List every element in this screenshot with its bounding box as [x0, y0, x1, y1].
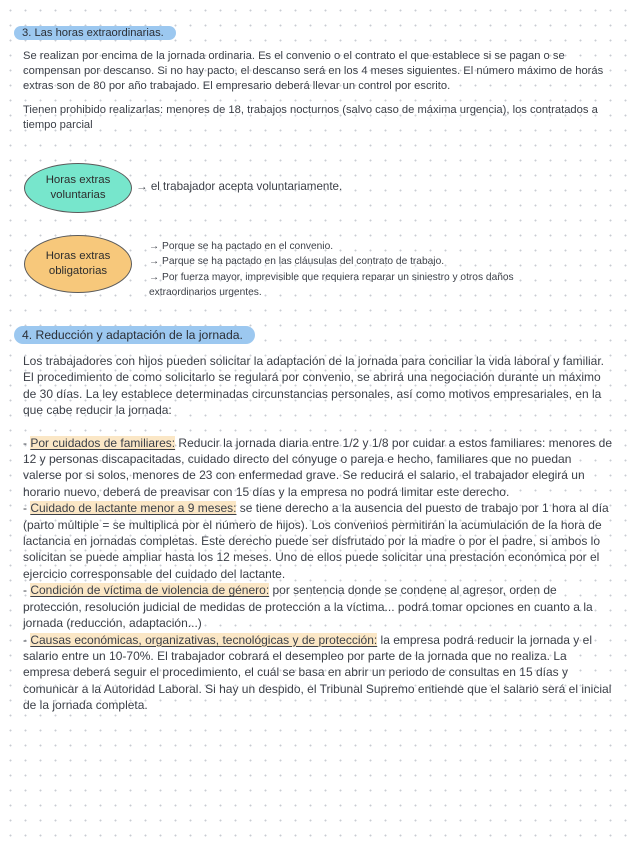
item-text: se tiene derecho a la ausencia del puesto de trabajo por 1 hora al día (parto múltiple = se multiplica por el número de hijos). Los convenios permitirán la acumulación de la hora de lactancia en jornadas completas. Este derecho puede ser disfrutado por la madre o por el padre, si ambos lo solicitan se puede ampliar hasta los 12 meses. Uno de ellos puede solicitar una prestación económica por el ejercicio corresponsable del cuidado del lactante.	[23, 501, 609, 581]
mandatory-overtime-reasons	[149, 239, 589, 301]
reduction-intro: Los trabajadores con hijos pueden solicitar la adaptación de la jornada para conciliar la vida laboral y familiar. El procedimiento de como solicitarlo se regulará por convenio, se abrirá una negociación durante un máximo de 30 días. La ley establece determinadas circunstancias personales, así como motivos empresariales, en la que cabe reducir la jornada:	[23, 354, 605, 418]
item-title: Cuidado de lactante menor a 9 meses:	[30, 501, 237, 516]
item-text: Reducir la jornada diaria entre 1/2 y 1/8 por cuidar a estos familiares: menores de 12 y personas discapacitadas, cuidado directo del cónyuge o pareja e hecho, familiares que no puedan valerse por si solos, menores de 23 con enfermedad grave. Se reducirá el salario, el trabajador elegirá un horario nuevo, deberá de preavisar con 15 días y la empresa no podrá limitar este derecho.	[23, 435, 612, 499]
reduction-item-lactation	[23, 500, 613, 582]
reason-item: → Por fuerza mayor, imprevisible que requiera reparar un siniestro y otros daños	[149, 271, 514, 283]
voluntary-overtime-note: → el trabajador acepta voluntariamente.	[136, 180, 343, 193]
reason-item: → Parque se ha pactado en las cláusulas del contrato de trabajo.	[149, 256, 445, 268]
item-title: Causas económicas, organizativas, tecnológicas y de protección:	[30, 632, 378, 647]
reason-item: → Porque se ha pactado en el convenio.	[149, 241, 334, 252]
voluntary-label-line1: Horas extras	[45, 174, 111, 186]
voluntary-label-line2: voluntarias	[50, 189, 106, 201]
section-4-body	[23, 353, 613, 714]
reduction-item-family-care	[23, 435, 613, 501]
reduction-item-gender-violence	[23, 582, 613, 631]
item-title: Condición de víctima de violencia de género:	[30, 583, 270, 598]
mandatory-overtime-bubble	[24, 235, 132, 293]
reduction-item-business-causes	[23, 632, 613, 714]
item-text: por sentencia donde se condene al agresor, orden de protección, resolución judicial de medidas de protección a la víctima... podrá tomar opciones en cuanto a la jornada (reducción, adaptación...)	[23, 583, 593, 631]
item-prefix: -	[23, 501, 31, 516]
item-prefix: -	[23, 435, 31, 450]
section-4-heading: 4. Reducción y adaptación de la jornada.	[14, 326, 255, 344]
item-title: Por cuidados de familiares:	[30, 435, 176, 450]
item-text: la empresa podrá reducir la jornada y el salario entre un 10-70%. El trabajador cobrará el desempleo por parte de la jornada que no realiza. La empresa deberá seguir el procedimiento, el cuál se basa en abrir un periodo de consultas en 15 días y comunicar a la Autoridad Laboral. Si hay un despido, el Tribunal Supremo entiende que el salario será el inicial de la jornada completa.	[23, 632, 612, 713]
section-3-heading: 3. Las horas extraordinarias.	[14, 26, 176, 40]
item-prefix: -	[23, 632, 31, 647]
item-prefix: -	[23, 583, 31, 598]
mandatory-label-line1: Horas extras	[45, 250, 111, 262]
overtime-prohibited: Tienen prohibido realizarlas: menores de 18, trabajos nocturnos (salvo caso de máxima urgencia), los contratados a tiempo parcial	[23, 104, 598, 132]
voluntary-overtime-bubble	[24, 163, 132, 213]
overtime-description: Se realizan por encima de la jornada ordinaria. Es el convenio o el contrato el que establece si se pagan o se compensan por descanso. Si no hay pacto, el descanso será en los 4 meses siguientes. El número máximo de horás extras son de 80 por año trabajado. El empresario deberá llevar un control por escrito.	[23, 50, 604, 93]
reason-item: extraordinarios urgentes.	[149, 287, 262, 299]
mandatory-label-line2: obligatorias	[48, 265, 108, 277]
